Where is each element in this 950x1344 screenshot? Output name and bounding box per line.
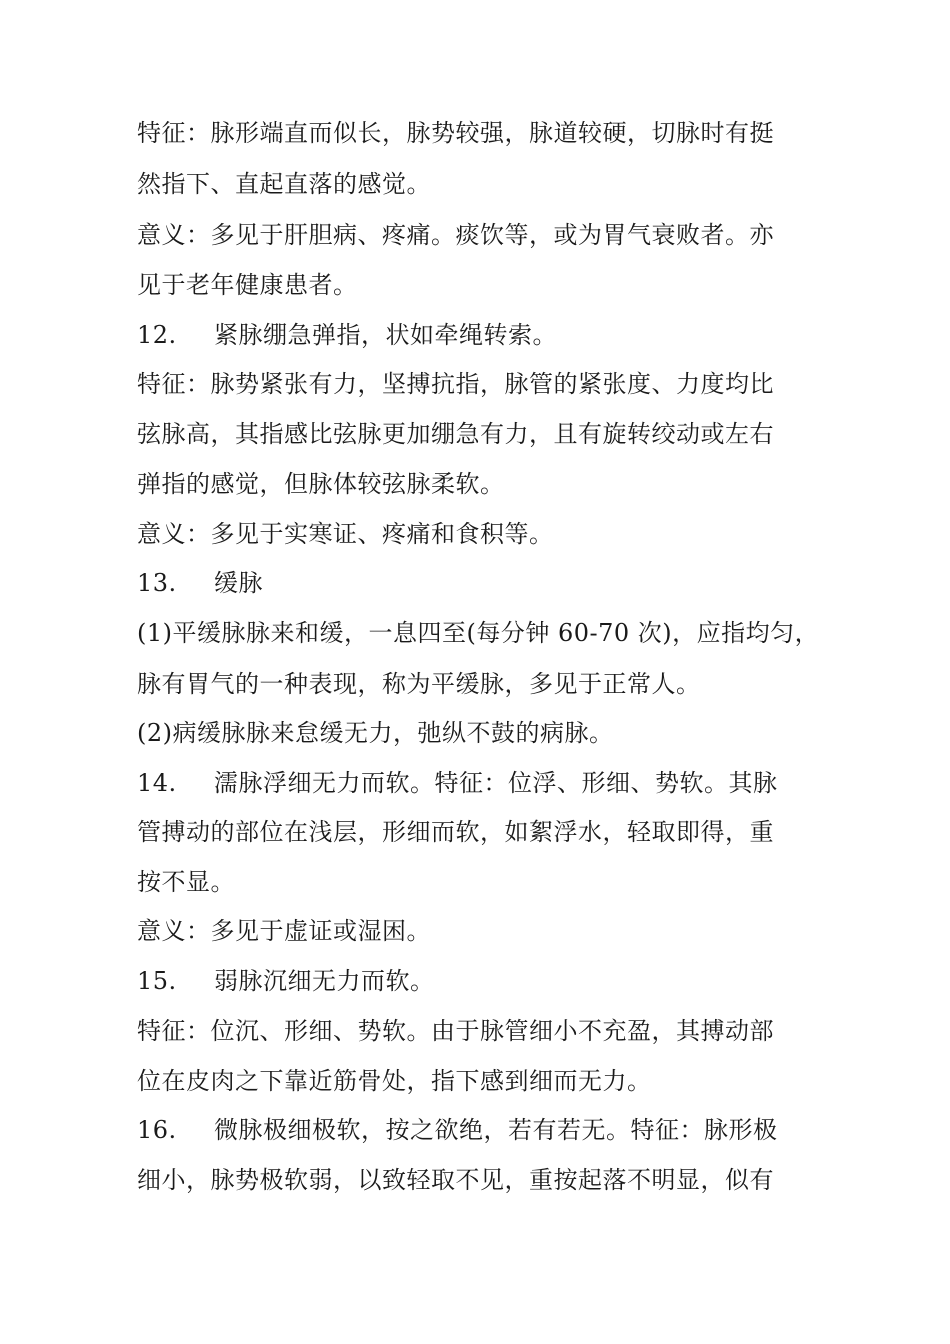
text-line: 特征：位沉、形细、势软。由于脉管细小不充盈，其搏动部 bbox=[137, 1017, 774, 1045]
item-text: 微脉极细极软，按之欲绝，若有若无。特征：脉形极 bbox=[214, 1116, 778, 1144]
text-line: 管搏动的部位在浅层，形细而软，如絮浮水，轻取即得，重 bbox=[137, 818, 774, 846]
text-line: 弦脉高，其指感比弦脉更加绷急有力，且有旋转绞动或左右 bbox=[137, 420, 774, 448]
item-number: 12. bbox=[137, 321, 177, 349]
item-number: 14. bbox=[137, 769, 177, 797]
item-text: 缓脉 bbox=[214, 569, 263, 597]
text-line: 弹指的感觉，但脉体较弦脉柔软。 bbox=[137, 470, 505, 498]
item-text: 弱脉沉细无力而软。 bbox=[214, 967, 435, 995]
numbered-heading bbox=[137, 766, 778, 800]
text-line: (2)病缓脉脉来怠缓无力，弛纵不鼓的病脉。 bbox=[137, 719, 614, 747]
text-line: 意义：多见于肝胆病、疼痛。痰饮等，或为胃气衰败者。亦 bbox=[137, 221, 774, 249]
text-line: 特征：脉势紧张有力，坚搏抗指，脉管的紧张度、力度均比 bbox=[137, 370, 774, 398]
numbered-heading bbox=[137, 566, 263, 600]
item-text: 濡脉浮细无力而软。特征：位浮、形细、势软。其脉 bbox=[214, 769, 778, 797]
text-line: 意义：多见于实寒证、疼痛和食积等。 bbox=[137, 520, 554, 548]
item-text: 紧脉绷急弹指，状如牵绳转索。 bbox=[214, 321, 557, 349]
numbered-heading bbox=[137, 1113, 778, 1147]
item-number: 13. bbox=[137, 569, 177, 597]
numbered-heading bbox=[137, 318, 557, 352]
text-line: (1)平缓脉脉来和缓，一息四至(每分钟 60-70 次)，应指均匀， bbox=[137, 619, 820, 647]
text-line: 按不显。 bbox=[137, 868, 235, 896]
text-line: 细小，脉势极软弱，以致轻取不见，重按起落不明显，似有 bbox=[137, 1166, 774, 1194]
text-line: 然指下、直起直落的感觉。 bbox=[137, 170, 431, 198]
text-line: 脉有胃气的一种表现，称为平缓脉，多见于正常人。 bbox=[137, 670, 701, 698]
numbered-heading bbox=[137, 964, 435, 998]
text-line: 见于老年健康患者。 bbox=[137, 271, 358, 299]
text-line: 位在皮肉之下靠近筋骨处，指下感到细而无力。 bbox=[137, 1067, 652, 1095]
item-number: 16. bbox=[137, 1116, 177, 1144]
text-line: 特征：脉形端直而似长，脉势较强，脉道较硬，切脉时有挺 bbox=[137, 119, 774, 147]
text-line: 意义：多见于虚证或湿困。 bbox=[137, 917, 431, 945]
item-number: 15. bbox=[137, 967, 177, 995]
